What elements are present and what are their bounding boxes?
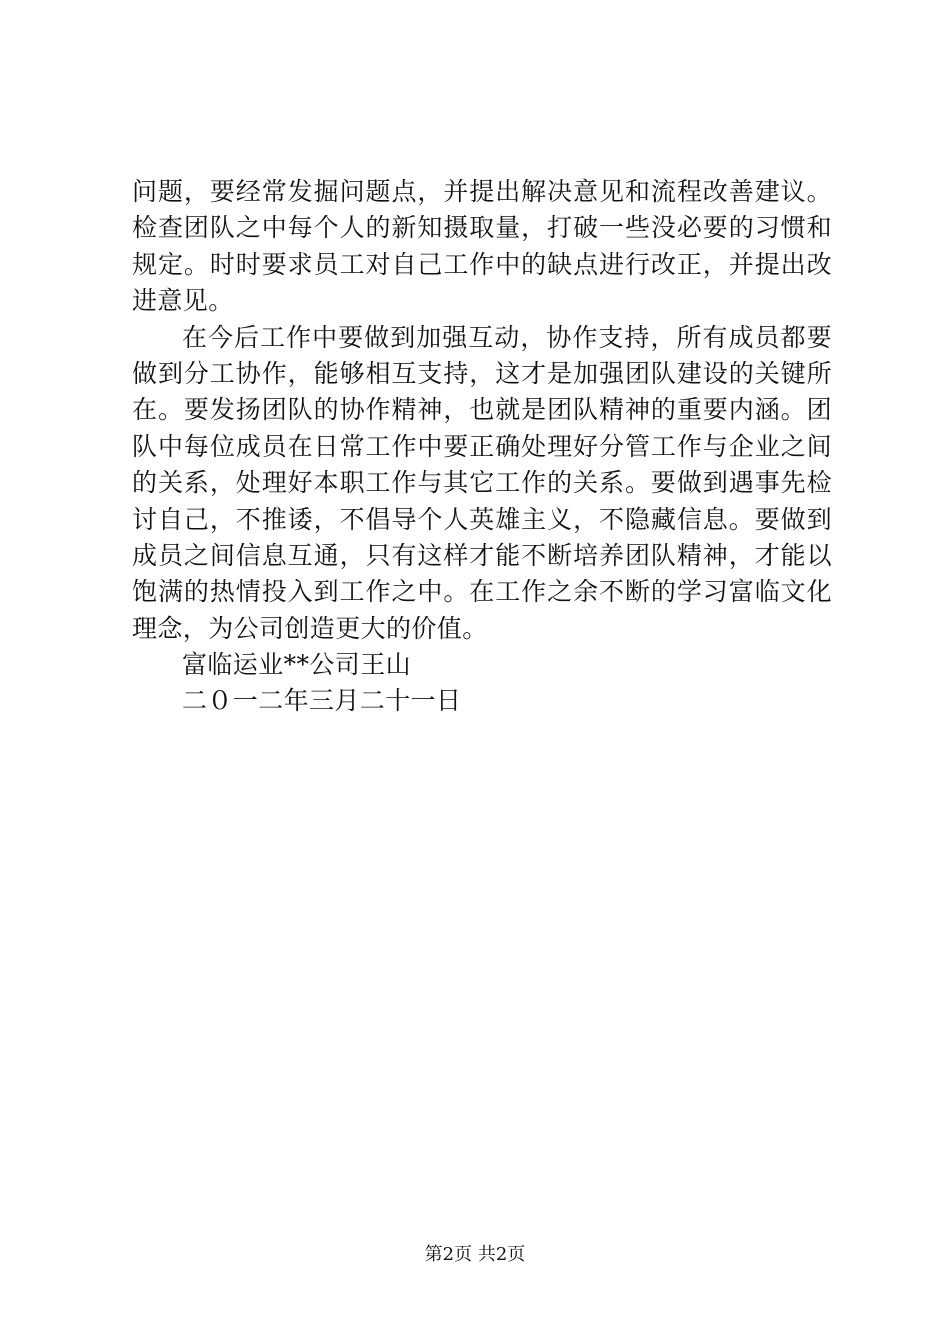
- document-body: [132, 174, 832, 720]
- paragraph-line: 的关系，处理好本职工作与其它工作的关系。要做到遇事先检: [132, 468, 832, 498]
- paragraph-line: 进意见。: [132, 286, 234, 316]
- paragraph-line: 检查团队之中每个人的新知摄取量，打破一些没必要的习惯和: [132, 213, 832, 243]
- paragraph-line: 饱满的热情投入到工作之中。在工作之余不断的学习富临文化: [132, 577, 832, 607]
- paragraph-line: 理念，为公司创造更大的价值。: [132, 613, 488, 643]
- paragraph-line: 在。要发扬团队的协作精神，也就是团队精神的重要内涵。团: [132, 395, 832, 425]
- paragraph-line: 在今后工作中要做到加强互动，协作支持，所有成员都要: [182, 322, 832, 352]
- paragraph-line: 做到分工协作，能够相互支持，这才是加强团队建设的关键所: [132, 358, 832, 388]
- page-footer: 第2页 共2页: [424, 1244, 526, 1265]
- paragraph-line: 讨自己，不推诿，不倡导个人英雄主义，不隐藏信息。要做到: [132, 504, 832, 534]
- signature: 富临运业**公司王山: [182, 650, 412, 680]
- paragraph-line: 规定。时时要求员工对自己工作中的缺点进行改正，并提出改: [132, 249, 832, 279]
- paragraph-line: 问题，要经常发掘问题点，并提出解决意见和流程改善建议。: [132, 177, 832, 206]
- paragraph-line: 成员之间信息互通，只有这样才能不断培养团队精神，才能以: [132, 540, 832, 570]
- signature-date: 二０一二年三月二十一日: [182, 686, 462, 716]
- paragraph-line: 队中每位成员在日常工作中要正确处理好分管工作与企业之间: [132, 431, 832, 461]
